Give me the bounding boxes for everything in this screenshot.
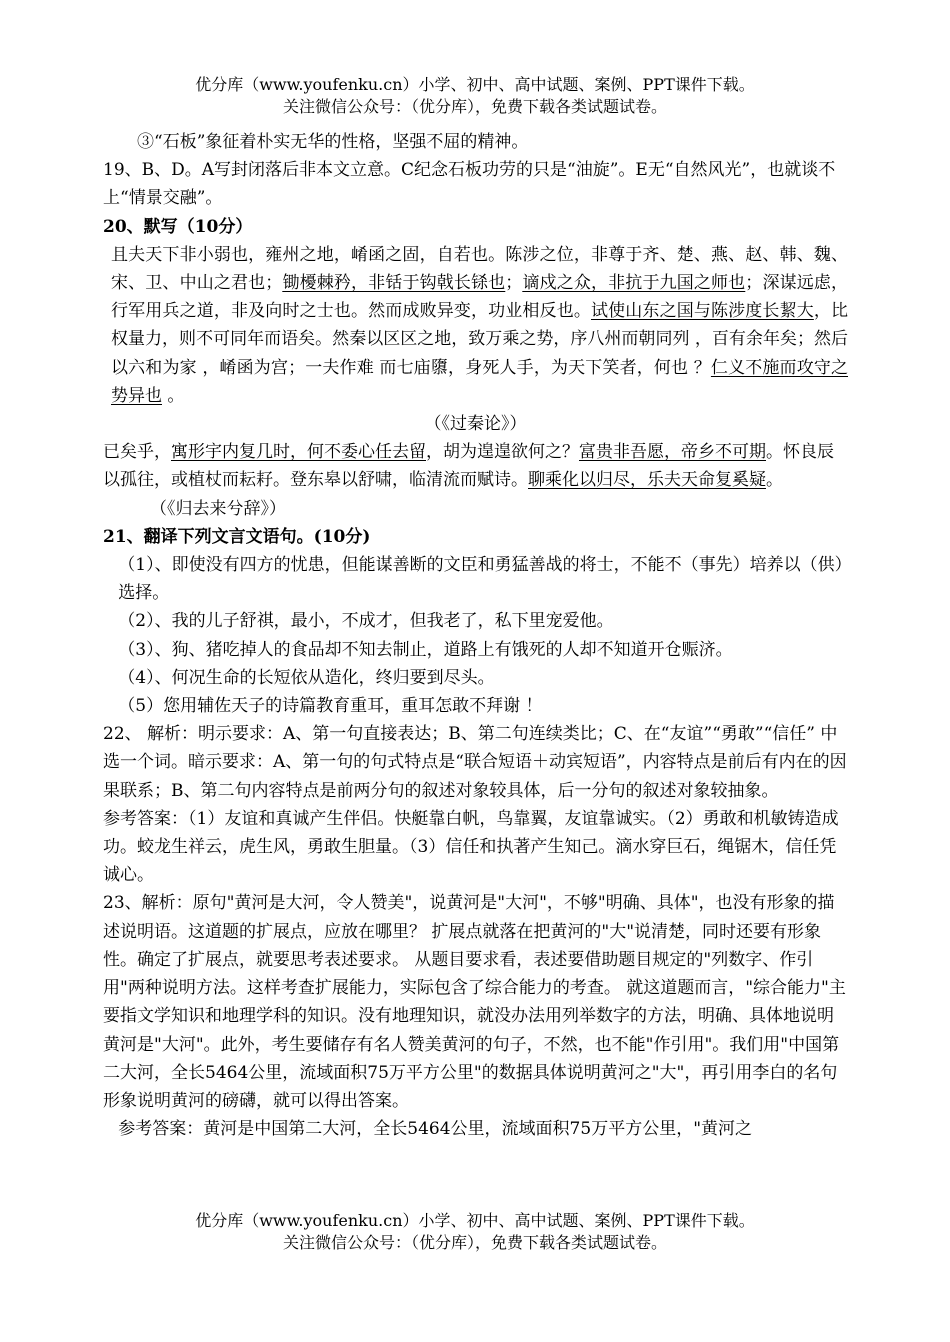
q20-title: 20、默写（10分） (103, 216, 253, 237)
q23-analysis: 23、解析：原句"黄河是大河，令人赞美"，说黄河是"大河"，不够"明确、具体"，也没有形象的描述说明语。这道题的扩展点，应放在哪里？ 扩展点就落在把黄河的"大"说清楚，同时还要有形象性。确定了扩展点，就要思考表述要求。 从题目要求看，表述要借助题目规定的"列数字、作引用"两种说明方法。这样考查扩展能力，实际包含了综合能力的考查。 就这道题而言，"综合能力"主要指文学知识和地理学科的知识。没有地理知识，就没办法用列举数字的方法，明确、具体地说明黄河是"大河"。此外，考生要储存有名人赞美黄河的句子，不然，也不能"作引用"。我们用"中国第二大河，全长5464公里，流域面积75万平方公里"的数据具体说明黄河之"大"，再引用李白的名句形象说明黄河的磅礴，就可以得出答案。 (103, 893, 846, 1111)
q20-fill-answer: 仁义不施而攻守之势异也 (111, 357, 849, 406)
q22-analysis: 22、 解析：明示要求：A、第一句直接表达；B、第二句连续类比；C、在“友谊”“勇敢”“信任” 中选一个词。暗示要求：A、第一句的句式特点是“联合短语＋动宾短语”，内容特点是前后有内在的因果联系；B、第二句内容特点是前两分句的叙述对象较具体，后一分句的叙述对象较抽象。 (103, 724, 847, 801)
q20-fill-answer: 谪戍之众，非抗于九国之师也 (522, 273, 746, 294)
q20-text: 且夫天下非小弱也，雍州之地，崤函之固，自若也。陈涉之位，非尊于齐、楚、燕、赵、韩、魏、宋、卫、中山之君也； (111, 244, 848, 294)
q21-item: （4）、何况生命的长短依从造化，终归要到尽头。 (118, 667, 495, 688)
header-line-2: 关注微信公众号：（优分库），免费下载各类试题试卷。 (282, 97, 667, 116)
q22-answer: 参考答案：（1）友谊和真诚产生伴侣。快艇靠白帆，鸟靠翼，友谊靠诚实。（2）勇敢和机敏铸造成功。蛟龙生祥云，虎生风，勇敢生胆量。（3）信任和执著产生知己。滴水穿巨石，绳锯木，信任凭诚心。 (103, 808, 839, 886)
q21-title: 21、翻译下列文言文语句。(10分) (103, 526, 371, 547)
page-header (0, 74, 950, 118)
q20-guiqulai-passage (103, 438, 848, 523)
q20-text: 。 (162, 385, 185, 406)
q21-item: （5）您用辅佐天子的诗篇教育重耳，重耳怎敢不拜谢 ！ (118, 696, 543, 717)
q18-item-3: ③“石板”象征着朴实无华的性格，坚强不屈的精神。 (137, 132, 529, 152)
q20-guoqinlun-passage (103, 241, 848, 410)
q20-text: 。 (766, 470, 783, 491)
q20-citation-guoqinlun: （《过秦论》） (424, 414, 527, 435)
answer-body (103, 128, 848, 1143)
q20-text: 已矣乎， (103, 442, 171, 463)
q20-fill-answer: 富贵非吾愿，帝乡不可期 (579, 442, 766, 463)
q20-text: ；深谋远虑，行军用兵之道，非及向时之士也。然而成败异变，功业相反也。 (111, 273, 849, 322)
header-line-1: 优分库（www.youfenku.cn）小学、初中、高中试题、案例、PPT课件下载。 (195, 75, 755, 94)
q20-citation-guiqulai: （《归去来兮辞》） (150, 498, 286, 519)
q20-fill-answer: 寓形宇内复几时，何不委心任去留 (171, 442, 426, 463)
footer-line-2: 关注微信公众号：（优分库），免费下载各类试题试卷。 (282, 1233, 667, 1252)
q21-item: （3）、狗、猪吃掉人的食品却不知去制止，道路上有饿死的人却不知道开仓赈济。 (118, 639, 733, 660)
q21-item: （2）、我的儿子舒祺，最小，不成才，但我老了，私下里宠爱他。 (118, 611, 614, 632)
q20-fill-answer: 聊乘化以归尽，乐夫天命复奚疑 (528, 470, 766, 491)
q19-answer: 19、B、D。A写封闭落后非本文立意。C纪念石板功劳的只是“油旋”。E无“自然风光”，也就谈不上“情景交融”。 (103, 160, 836, 209)
q20-fill-answer: 锄櫌棘矜，非铦于钩戟长铩也 (282, 273, 506, 294)
q20-text: ； (505, 273, 523, 294)
q21-item: （1）、即使没有四方的忧患，但能谋善断的文臣和勇猛善战的将士，不能不（事先）培养以（供）选择。 (118, 555, 844, 604)
q20-text: ，胡为遑遑欲何之？ (426, 442, 579, 463)
page-footer (0, 1210, 950, 1254)
q23-answer: 参考答案：黄河是中国第二大河，全长5464公里，流域面积75万平方公里，"黄河之 (118, 1119, 753, 1140)
q20-text: 。怀良辰以孤往，或植杖而耘耔。登东皋以舒啸，临清流而赋诗。 (103, 442, 834, 491)
footer-line-1: 优分库（www.youfenku.cn）小学、初中、高中试题、案例、PPT课件下载。 (195, 1211, 755, 1230)
q20-fill-answer: 试使山东之国与陈涉度长絜大 (591, 301, 814, 322)
q20-text: ，比权量力，则不可同年而语矣。然秦以区区之地，致万乘之势，序八州而朝同列 ，百有余年矣；然后以六和为家 ，崤函为宫；一夫作难 而七庙隳，身死人手，为天下笑者，何也 ？ (111, 301, 849, 378)
